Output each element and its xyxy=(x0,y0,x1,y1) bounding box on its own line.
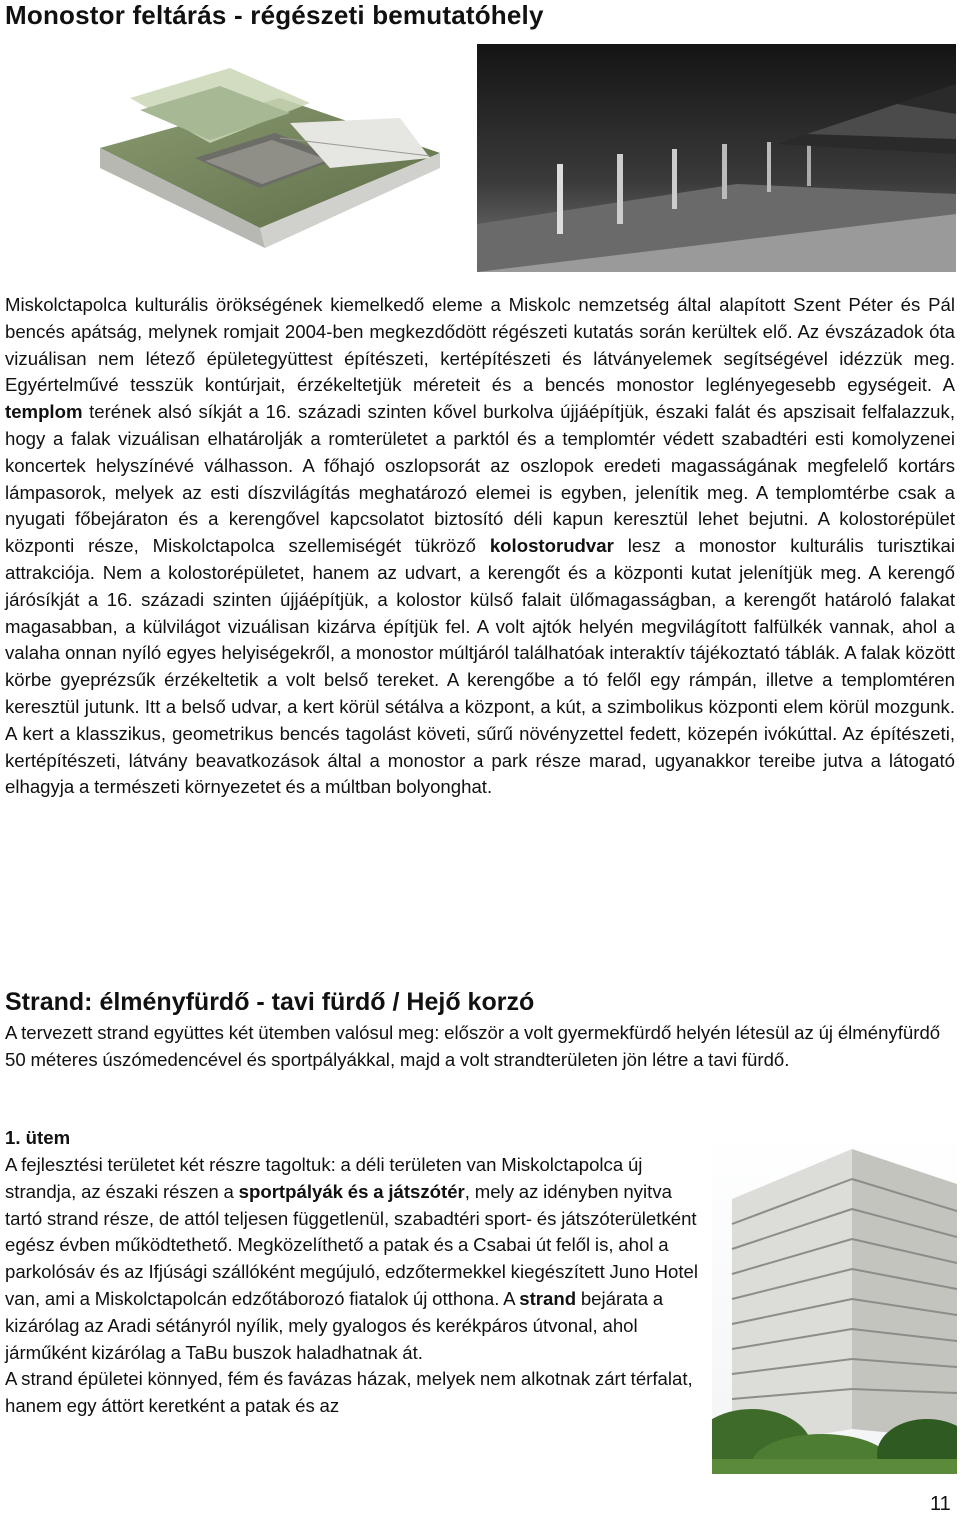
strand-section-title: Strand: élményfürdő - tavi fürdő / Hejő korzó xyxy=(5,988,535,1016)
text-run: lesz a monostor kulturális turisztikai attrakciója. Nem a kolostorépületet, hanem az udvart, a kerengőt és a központi kutat jelenítjük meg. A kerengő járósíkját a 16. századi szinten újjáépítjük, a kolostor külső falait ülőmagasságban, a kerengőt határoló falakat magasabban, a külvilágot vizuálisan kizárva építjük fel. A volt ajtók helyén megvilágított falfülkék vannak, ahol a valaha onnan nyíló egyes helyiségekről, a monostor múltjáról találhatóak interaktív tájékoztató táblák. A falak között körbe gyeprézsűk érzékeltetik a volt belső tereket. A kerengőbe a tó felől egy rámpán, illetve a templomtéren keresztül jutunk. Itt a belső udvar, a kert körül sétálva a központ, a kút, a szimbolikus központi elem körül mozgunk. A kert a klasszikus, geometrikus bencés tagolást követi, sűrű növényzettel fedett, közepén ivókúttal. Az építészeti, kertépítészeti, látvány beavatkozások által a monostor a park része marad, ugyanakkor tereibe jutva a látogató elhagyja a természeti környezetet és a múltban bolyonghat. xyxy=(5,535,955,798)
phase-description xyxy=(5,1152,705,1420)
page-title: Monostor feltárás - régészeti bemutatóhely xyxy=(5,0,544,30)
text-run: Miskolctapolca kulturális örökségének kiemelkedő eleme a Miskolc nemzetség által alapított Szent Péter és Pál bencés apátság, melynek romjait 2004-ben megkezdődött régészeti kutatás során kerültek elő. Az évszázadok óta vizuálisan nem létező épületegyüttest építészeti, kertépítészeti és látványelemek segítségével idézzük meg. Egyértelművé tesszük kontúrjait, érzékeltetjük méreteit és a bencés monostor leglényegesebb egységeit. A xyxy=(5,294,955,396)
bold-text: templom xyxy=(5,401,83,423)
page-number: 11 xyxy=(930,1493,951,1515)
monastery-description xyxy=(5,292,955,801)
monastery-render-image xyxy=(100,58,440,268)
text-run: A strand épületei könnyed, fém és favázas házak, melyek nem alkotnak zárt térfalat, hanem egy áttört keretként a patak és az xyxy=(5,1368,693,1417)
strand-intro: A tervezett strand együttes két ütemben valósul meg: először a volt gyermekfürdő helyén létesül az új élményfürdő 50 méteres úszómedencével és sportpályákkal, majd a volt strandterületen jön létre a tavi fürdő. xyxy=(5,1022,941,1070)
bold-text: kolostorudvar xyxy=(489,535,614,557)
text-run: terének alsó síkját a 16. századi szinten kővel burkolva újjáépítjük, északi falát és apszisait felfalazzuk, hogy a falak vizuálisan elhatárolják a romterületet a parktól és a templomtér védett szabadtéri esti komolyzenei koncertek helyszínévé válhasson. A főhajó oszlopsorát az oszlopok eredeti magasságának megfelelő kortárs lámpasorok, melyek az esti díszvilágítás meghatározó elemei is egyben, jelenítik meg. A templomtérbe csak a nyugati főbejáraton és a kerengővel kapcsolatot biztosító déli kapun keresztül lehet bejutni. A kolostorépület központi része, Miskolctapolca szellemiségét tükröző xyxy=(5,401,955,557)
phase-title: 1. ütem xyxy=(5,1127,71,1148)
text-run: bejárata a kizárólag az Aradi sétányról nyílik, mely gyalogos és kerékpáros útvonal, ahol járműként kizárólag a TaBu buszok haladhatnak át. xyxy=(5,1287,664,1363)
bold-text: sportpályák és a játszótér xyxy=(238,1180,465,1202)
juno-hotel-photo xyxy=(712,1129,957,1474)
night-lamp-columns-render-image xyxy=(477,44,956,272)
bold-text: strand xyxy=(519,1287,577,1309)
text-run: A fejlesztési területet két részre tagoltuk: a déli területen van Miskolctapolca új strandja, az északi részen a xyxy=(5,1154,643,1202)
text-run: , mely az idényben nyitva tartó strand része, de attól teljesen függetlenül, szabadtéri sport- és játszóterületként egész évben működtethető. Megközelíthető a patak és a Csabai út felől is, ahol a parkolósáv és az Ifjúsági szállóként megújuló, edzőtermekkel kiegészített Juno Hotel van, ami a Miskolctapolcán edzőtáborozó fiatalok új otthona. A xyxy=(5,1180,698,1309)
